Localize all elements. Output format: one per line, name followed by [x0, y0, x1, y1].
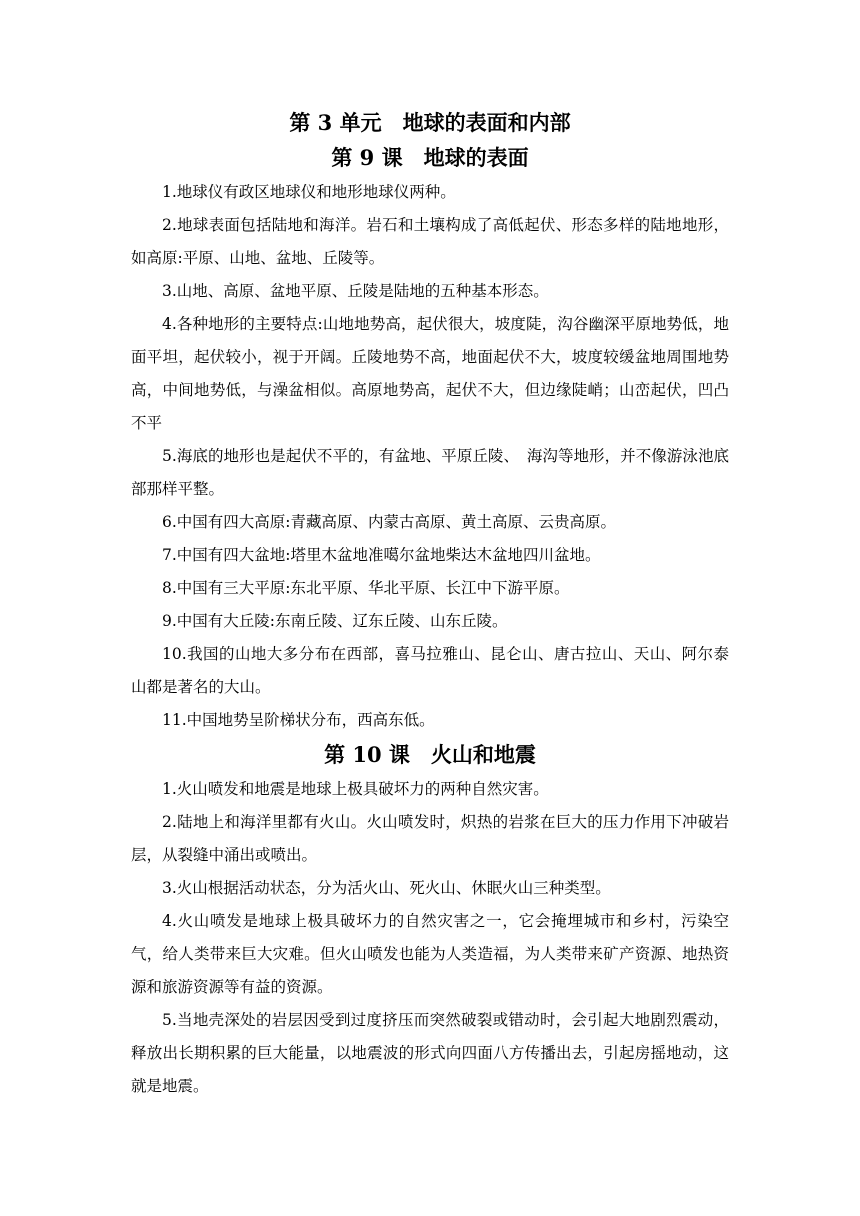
list-item: 1.火山喷发和地震是地球上极具破坏力的两种自然灾害。 [162, 780, 549, 798]
lesson-title: 第 10 课 火山和地震 [324, 742, 536, 767]
list-item: 4.火山喷发是地球上极具破坏力的自然灾害之一，它会掩埋城市和乡村，污染空气，给人类带来巨大灾难。但火山喷发也能为人类造福，为人类带来矿产资源、地热资源和旅游资源等有益的资源。 [131, 912, 729, 996]
lesson-9-section [131, 140, 729, 737]
list-item: 2.陆地上和海洋里都有火山。火山喷发时，炽热的岩浆在巨大的压力作用下冲破岩层，从裂缝中涌出或喷出。 [131, 813, 729, 864]
list-item: 2.地球表面包括陆地和海洋。岩石和土壤构成了高低起伏、形态多样的陆地地形，如高原:平原、山地、盆地、丘陵等。 [131, 216, 729, 267]
list-item: 11.中国地势呈阶梯状分布，西高东低。 [162, 711, 435, 729]
list-item: 5.当地壳深处的岩层因受到过度挤压而突然破裂或错动时，会引起大地剧烈震动，释放出长期积累的巨大能量，以地震波的形式向四面八方传播出去，引起房摇地动，这就是地震。 [131, 1011, 729, 1095]
list-item: 8.中国有三大平原:东北平原、华北平原、长江中下游平原。 [162, 579, 570, 597]
list-item: 4.各种地形的主要特点:山地地势高，起伏很大，坡度陡，沟谷幽深平原地势低，地面平坦，起伏较小，视于开阔。丘陵地势不高，地面起伏不大，坡度较缓盆地周围地势高，中间地势低，与澡盆相似。高原地势高，起伏不大，但边缘陡峭；山峦起伏，凹凸不平 [131, 315, 729, 432]
list-item: 1.地球仪有政区地球仪和地形地球仪两种。 [162, 183, 456, 201]
list-item: 5.海底的地形也是起伏不平的，有盆地、平原丘陵、 海沟等地形，并不像游泳池底部那样平整。 [131, 447, 729, 498]
lesson-10-section [131, 737, 729, 1103]
unit-title: 第 3 单元 地球的表面和内部 [289, 110, 571, 135]
list-item: 7.中国有四大盆地:塔里木盆地准噶尔盆地柴达木盆地四川盆地。 [162, 546, 601, 564]
list-item: 9.中国有大丘陵:东南丘陵、辽东丘陵、山东丘陵。 [162, 612, 508, 630]
list-item: 10.我国的山地大多分布在西部，喜马拉雅山、昆仑山、唐古拉山、天山、阿尔泰山都是著名的大山。 [131, 645, 729, 696]
list-item: 3.山地、高原、盆地平原、丘陵是陆地的五种基本形态。 [162, 282, 549, 300]
list-item: 6.中国有四大高原:青藏高原、内蒙古高原、黄土高原、云贵高原。 [162, 513, 617, 531]
list-item: 3.火山根据活动状态，分为活火山、死火山、休眠火山三种类型。 [162, 879, 611, 897]
lesson-title: 第 9 课 地球的表面 [331, 145, 529, 170]
